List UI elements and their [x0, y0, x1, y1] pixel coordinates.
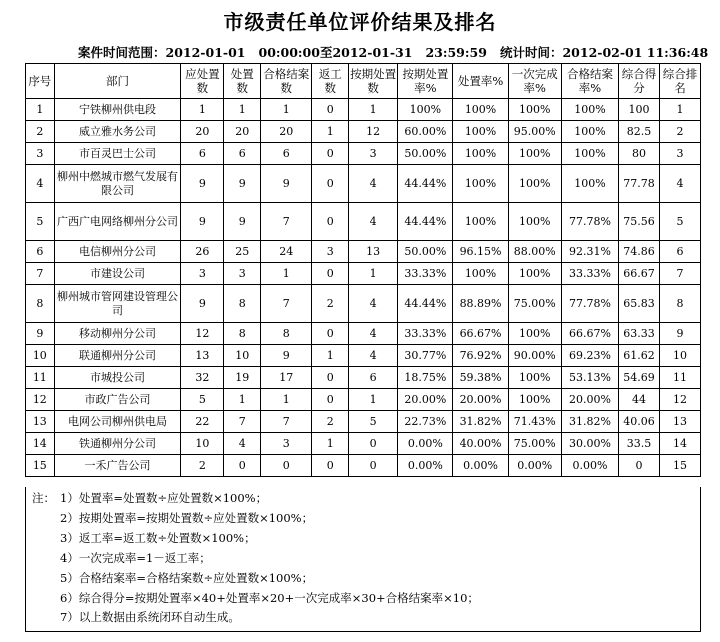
range-end: 2012-01-31 23:59:59	[332, 45, 487, 60]
cell-score: 66.67	[619, 263, 660, 285]
col-header-handle-rate: 处置率%	[453, 64, 508, 99]
cell-closed: 1	[261, 99, 312, 121]
col-header-closed-rate: 合格结案率%	[561, 64, 618, 99]
cell-dept: 电网公司柳州供电局	[54, 411, 181, 433]
table-body	[26, 99, 701, 477]
cell-rank: 4	[660, 165, 701, 203]
cell-ontime: 0	[349, 433, 398, 455]
cell-dept: 联通柳州分公司	[54, 345, 181, 367]
cell-closed: 20	[261, 121, 312, 143]
cell-due: 6	[181, 143, 224, 165]
cell-first-rate: 100%	[508, 165, 561, 203]
cell-score: 63.33	[619, 323, 660, 345]
col-header-score: 综合得分	[619, 64, 660, 99]
cell-first-rate: 100%	[508, 367, 561, 389]
cell-ontime-rate: 33.33%	[398, 263, 453, 285]
cell-seq: 6	[26, 241, 55, 263]
cell-first-rate: 100%	[508, 143, 561, 165]
cell-first-rate: 75.00%	[508, 433, 561, 455]
table-row	[26, 99, 701, 121]
cell-dept: 铁通柳州分公司	[54, 433, 181, 455]
cell-ontime: 4	[349, 345, 398, 367]
cell-score: 80	[619, 143, 660, 165]
cell-first-rate: 75.00%	[508, 285, 561, 323]
cell-handled: 4	[224, 433, 261, 455]
cell-score: 77.78	[619, 165, 660, 203]
cell-score: 0	[619, 455, 660, 477]
cell-dept: 柳州中燃城市燃气发展有限公司	[54, 165, 181, 203]
cell-handle-rate: 100%	[453, 203, 508, 241]
evaluation-table	[25, 63, 701, 477]
cell-score: 65.83	[619, 285, 660, 323]
col-header-seq: 序号	[26, 64, 55, 99]
cell-ontime: 3	[349, 143, 398, 165]
col-header-ontime-rate: 按期处置率%	[398, 64, 453, 99]
note-line: 3）返工率=返工数÷处置数×100%；	[60, 531, 256, 545]
cell-seq: 1	[26, 99, 55, 121]
cell-ontime-rate: 0.00%	[398, 455, 453, 477]
cell-ontime: 4	[349, 323, 398, 345]
cell-closed-rate: 100%	[561, 121, 618, 143]
note-line: 7）以上数据由系统闭环自动生成。	[60, 610, 240, 624]
cell-ontime: 1	[349, 263, 398, 285]
cell-score: 44	[619, 389, 660, 411]
cell-due: 5	[181, 389, 224, 411]
cell-rank: 2	[660, 121, 701, 143]
cell-rank: 8	[660, 285, 701, 323]
cell-score: 61.62	[619, 345, 660, 367]
cell-due: 32	[181, 367, 224, 389]
cell-ontime-rate: 20.00%	[398, 389, 453, 411]
cell-rework: 3	[312, 241, 349, 263]
cell-handle-rate: 66.67%	[453, 323, 508, 345]
cell-closed-rate: 33.33%	[561, 263, 618, 285]
cell-rework: 0	[312, 367, 349, 389]
note-line: 1）处置率=处置数÷应处置数×100%；	[60, 491, 268, 505]
cell-ontime: 1	[349, 389, 398, 411]
cell-closed-rate: 66.67%	[561, 323, 618, 345]
cell-closed: 6	[261, 143, 312, 165]
table-row	[26, 203, 701, 241]
cell-ontime: 0	[349, 455, 398, 477]
cell-due: 2	[181, 455, 224, 477]
cell-handled: 1	[224, 99, 261, 121]
cell-dept: 广西广电网络柳州分公司	[54, 203, 181, 241]
note-line: 6）综合得分=按期处置率×40+处置率×20+一次完成率×30+合格结案率×10；	[60, 591, 479, 605]
cell-closed: 9	[261, 345, 312, 367]
note-line: 2）按期处置率=按期处置数÷应处置数×100%；	[60, 511, 314, 525]
cell-handled: 25	[224, 241, 261, 263]
cell-rework: 0	[312, 99, 349, 121]
table-row	[26, 433, 701, 455]
cell-dept: 市政广告公司	[54, 389, 181, 411]
cell-due: 1	[181, 99, 224, 121]
table-row	[26, 411, 701, 433]
cell-rework: 2	[312, 411, 349, 433]
cell-first-rate: 100%	[508, 263, 561, 285]
cell-ontime-rate: 60.00%	[398, 121, 453, 143]
cell-dept: 柳州城市管网建设管理公司	[54, 285, 181, 323]
cell-ontime-rate: 50.00%	[398, 241, 453, 263]
cell-first-rate: 100%	[508, 323, 561, 345]
cell-closed: 1	[261, 263, 312, 285]
cell-seq: 12	[26, 389, 55, 411]
cell-handled: 19	[224, 367, 261, 389]
cell-due: 3	[181, 263, 224, 285]
cell-rank: 7	[660, 263, 701, 285]
cell-handle-rate: 100%	[453, 143, 508, 165]
cell-seq: 2	[26, 121, 55, 143]
cell-handle-rate: 0.00%	[453, 455, 508, 477]
cell-handle-rate: 100%	[453, 99, 508, 121]
cell-closed: 0	[261, 455, 312, 477]
cell-rework: 1	[312, 121, 349, 143]
cell-rank: 13	[660, 411, 701, 433]
report-meta	[78, 43, 708, 61]
cell-dept: 市建设公司	[54, 263, 181, 285]
cell-rework: 0	[312, 165, 349, 203]
cell-rank: 9	[660, 323, 701, 345]
cell-first-rate: 0.00%	[508, 455, 561, 477]
cell-rank: 3	[660, 143, 701, 165]
table-row	[26, 121, 701, 143]
cell-closed: 7	[261, 285, 312, 323]
cell-ontime-rate: 0.00%	[398, 433, 453, 455]
cell-first-rate: 88.00%	[508, 241, 561, 263]
cell-handled: 7	[224, 411, 261, 433]
cell-seq: 4	[26, 165, 55, 203]
cell-rank: 10	[660, 345, 701, 367]
cell-ontime: 4	[349, 285, 398, 323]
col-header-dept: 部门	[54, 64, 181, 99]
cell-dept: 市城投公司	[54, 367, 181, 389]
cell-seq: 9	[26, 323, 55, 345]
cell-rework: 0	[312, 389, 349, 411]
cell-first-rate: 100%	[508, 203, 561, 241]
cell-seq: 8	[26, 285, 55, 323]
cell-first-rate: 95.00%	[508, 121, 561, 143]
cell-ontime-rate: 22.73%	[398, 411, 453, 433]
cell-handled: 0	[224, 455, 261, 477]
cell-seq: 11	[26, 367, 55, 389]
cell-dept: 宁铁柳州供电段	[54, 99, 181, 121]
cell-seq: 15	[26, 455, 55, 477]
note-line: 4）一次完成率=1－返工率；	[60, 551, 211, 565]
cell-rework: 2	[312, 285, 349, 323]
cell-handle-rate: 100%	[453, 263, 508, 285]
cell-rework: 0	[312, 263, 349, 285]
cell-handled: 1	[224, 389, 261, 411]
cell-dept: 市百灵巴士公司	[54, 143, 181, 165]
range-start: 2012-01-01 00:00:00	[165, 45, 320, 60]
cell-ontime-rate: 18.75%	[398, 367, 453, 389]
cell-handled: 3	[224, 263, 261, 285]
cell-handled: 9	[224, 165, 261, 203]
cell-ontime-rate: 30.77%	[398, 345, 453, 367]
cell-rank: 1	[660, 99, 701, 121]
table-row	[26, 285, 701, 323]
cell-ontime-rate: 44.44%	[398, 285, 453, 323]
cell-closed-rate: 31.82%	[561, 411, 618, 433]
cell-score: 82.5	[619, 121, 660, 143]
cell-closed: 8	[261, 323, 312, 345]
table-row	[26, 143, 701, 165]
cell-handled: 9	[224, 203, 261, 241]
cell-closed-rate: 77.78%	[561, 285, 618, 323]
col-header-ontime: 按期处置数	[349, 64, 398, 99]
col-header-due: 应处置数	[181, 64, 224, 99]
cell-handled: 20	[224, 121, 261, 143]
cell-score: 54.69	[619, 367, 660, 389]
cell-rank: 5	[660, 203, 701, 241]
cell-handled: 6	[224, 143, 261, 165]
cell-ontime: 5	[349, 411, 398, 433]
notes-box	[25, 487, 701, 632]
cell-score: 33.5	[619, 433, 660, 455]
cell-handled: 8	[224, 285, 261, 323]
cell-closed-rate: 20.00%	[561, 389, 618, 411]
cell-ontime: 13	[349, 241, 398, 263]
cell-handle-rate: 40.00%	[453, 433, 508, 455]
cell-ontime-rate: 100%	[398, 99, 453, 121]
stat-time: 2012-02-01 11:36:48	[562, 45, 709, 60]
cell-handle-rate: 31.82%	[453, 411, 508, 433]
cell-handle-rate: 20.00%	[453, 389, 508, 411]
cell-closed-rate: 100%	[561, 165, 618, 203]
cell-closed-rate: 30.00%	[561, 433, 618, 455]
cell-seq: 3	[26, 143, 55, 165]
cell-dept: 移动柳州分公司	[54, 323, 181, 345]
cell-rework: 0	[312, 455, 349, 477]
cell-due: 20	[181, 121, 224, 143]
cell-ontime: 4	[349, 203, 398, 241]
cell-first-rate: 90.00%	[508, 345, 561, 367]
cell-closed: 9	[261, 165, 312, 203]
cell-rank: 12	[660, 389, 701, 411]
table-row	[26, 455, 701, 477]
cell-ontime: 6	[349, 367, 398, 389]
cell-due: 13	[181, 345, 224, 367]
cell-due: 10	[181, 433, 224, 455]
cell-rank: 15	[660, 455, 701, 477]
cell-score: 40.06	[619, 411, 660, 433]
cell-handle-rate: 100%	[453, 165, 508, 203]
cell-score: 100	[619, 99, 660, 121]
table-row	[26, 367, 701, 389]
cell-ontime-rate: 44.44%	[398, 203, 453, 241]
cell-due: 26	[181, 241, 224, 263]
cell-rework: 0	[312, 323, 349, 345]
cell-rank: 11	[660, 367, 701, 389]
range-to: 至	[319, 45, 333, 60]
table-row	[26, 323, 701, 345]
cell-closed-rate: 69.23%	[561, 345, 618, 367]
table-row	[26, 165, 701, 203]
cell-seq: 10	[26, 345, 55, 367]
cell-ontime: 1	[349, 99, 398, 121]
cell-rework: 1	[312, 345, 349, 367]
cell-seq: 7	[26, 263, 55, 285]
cell-closed-rate: 100%	[561, 99, 618, 121]
cell-handle-rate: 96.15%	[453, 241, 508, 263]
cell-rework: 1	[312, 433, 349, 455]
cell-first-rate: 100%	[508, 99, 561, 121]
cell-dept: 威立雅水务公司	[54, 121, 181, 143]
cell-seq: 5	[26, 203, 55, 241]
cell-ontime: 4	[349, 165, 398, 203]
cell-due: 12	[181, 323, 224, 345]
col-header-first-rate: 一次完成率%	[508, 64, 561, 99]
cell-handled: 10	[224, 345, 261, 367]
cell-seq: 14	[26, 433, 55, 455]
cell-closed-rate: 53.13%	[561, 367, 618, 389]
cell-first-rate: 100%	[508, 389, 561, 411]
cell-first-rate: 71.43%	[508, 411, 561, 433]
cell-ontime-rate: 33.33%	[398, 323, 453, 345]
cell-rework: 0	[312, 203, 349, 241]
report-title: 市级责任单位评价结果及排名	[223, 10, 497, 34]
cell-handled: 8	[224, 323, 261, 345]
cell-rank: 6	[660, 241, 701, 263]
cell-handle-rate: 59.38%	[453, 367, 508, 389]
cell-dept: 电信柳州分公司	[54, 241, 181, 263]
range-label: 案件时间范围：	[78, 45, 166, 60]
cell-score: 74.86	[619, 241, 660, 263]
cell-ontime-rate: 44.44%	[398, 165, 453, 203]
cell-ontime: 12	[349, 121, 398, 143]
cell-seq: 13	[26, 411, 55, 433]
col-header-closed: 合格结案数	[261, 64, 312, 99]
cell-due: 9	[181, 203, 224, 241]
cell-closed: 1	[261, 389, 312, 411]
cell-closed: 17	[261, 367, 312, 389]
cell-rank: 14	[660, 433, 701, 455]
cell-handle-rate: 76.92%	[453, 345, 508, 367]
table-row	[26, 241, 701, 263]
cell-closed-rate: 100%	[561, 143, 618, 165]
cell-closed: 3	[261, 433, 312, 455]
cell-score: 75.56	[619, 203, 660, 241]
cell-closed: 24	[261, 241, 312, 263]
header-row	[26, 64, 701, 99]
cell-closed-rate: 0.00%	[561, 455, 618, 477]
cell-closed: 7	[261, 411, 312, 433]
cell-handle-rate: 88.89%	[453, 285, 508, 323]
col-header-rework: 返工数	[312, 64, 349, 99]
cell-closed: 7	[261, 203, 312, 241]
note-line: 5）合格结案率=合格结案数÷应处置数×100%；	[60, 571, 314, 585]
table-row	[26, 389, 701, 411]
col-header-rank: 综合排名	[660, 64, 701, 99]
cell-closed-rate: 92.31%	[561, 241, 618, 263]
cell-dept: 一禾广告公司	[54, 455, 181, 477]
cell-due: 9	[181, 285, 224, 323]
cell-handle-rate: 100%	[453, 121, 508, 143]
cell-closed-rate: 77.78%	[561, 203, 618, 241]
col-header-handled: 处置数	[224, 64, 261, 99]
cell-due: 22	[181, 411, 224, 433]
cell-due: 9	[181, 165, 224, 203]
table-row	[26, 345, 701, 367]
stat-label: 统计时间：	[499, 45, 563, 60]
table-row	[26, 263, 701, 285]
notes-lead: 注：	[32, 491, 55, 505]
cell-rework: 0	[312, 143, 349, 165]
cell-ontime-rate: 50.00%	[398, 143, 453, 165]
